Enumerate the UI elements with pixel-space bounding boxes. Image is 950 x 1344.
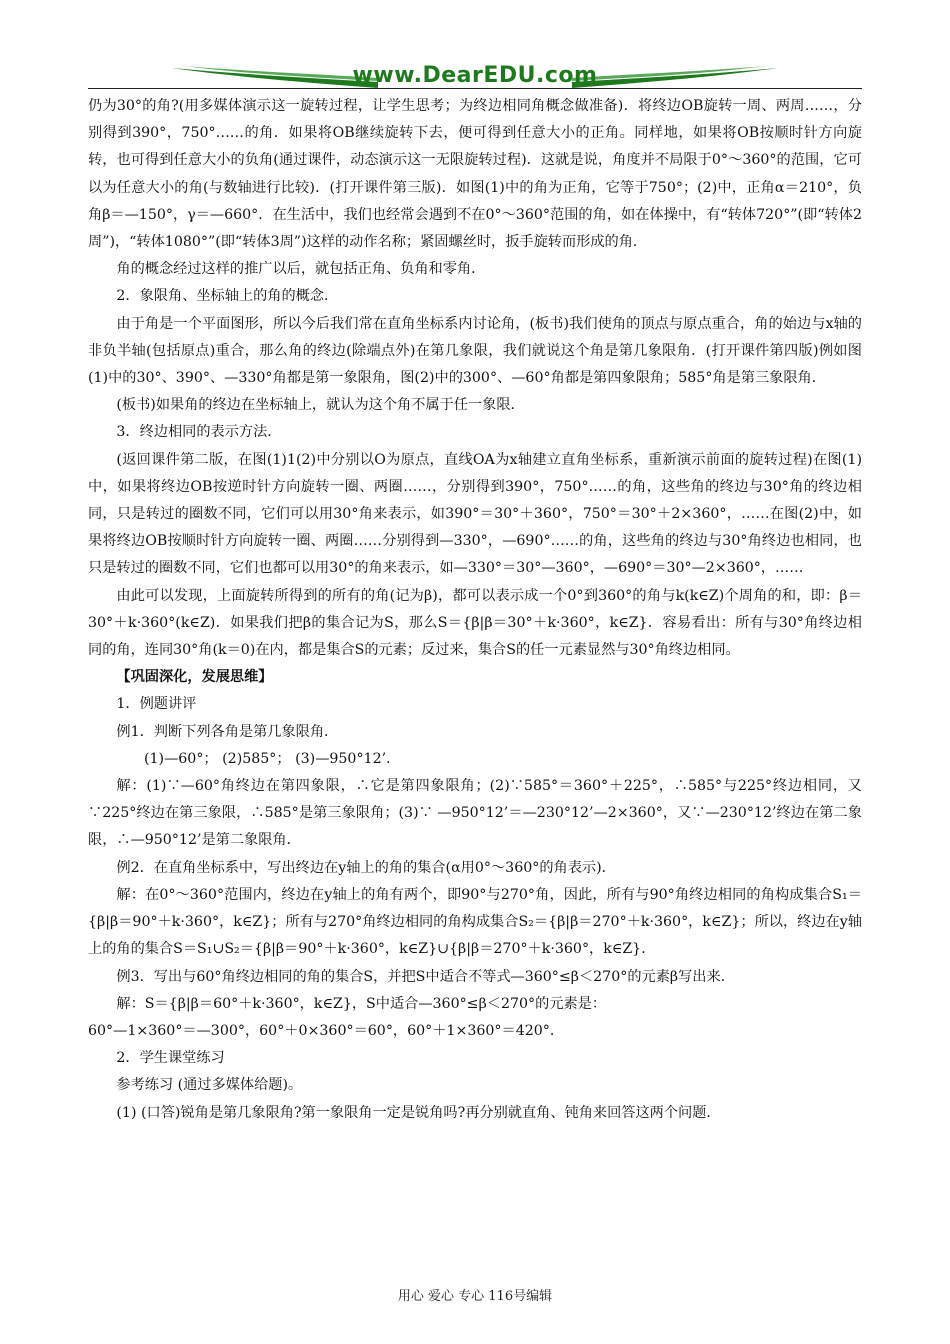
example-1-items: (1)—60°； (2)585°； (3)—950°12’． bbox=[144, 750, 401, 767]
paragraph-angle-generalization: 角的概念经过这样的推广以后，就包括正角、负角和零角． bbox=[116, 261, 486, 278]
section-heading-coterminal: 3．终边相同的表示方法． bbox=[116, 424, 282, 441]
example-3-solution: 解：S＝{β|β＝60°＋k·360°，k∈Z}，S中适合—360°≤β＜270°的元素是： bbox=[116, 995, 607, 1012]
example-3-solution-values: 60°—1×360°＝—300°，60°＋0×360°＝60°，60°＋1×360°＝420°． bbox=[88, 1022, 565, 1039]
section-heading-quadrant-angle: 2．象限角、坐标轴上的角的概念． bbox=[116, 288, 339, 305]
example-3-question: 例3．写出与60°角终边相同的角的集合S，并把S中适合不等式—360°≤β＜270°的元素β写出来． bbox=[116, 968, 735, 985]
section-heading-examples: 1．例题讲评 bbox=[116, 696, 197, 713]
document-body bbox=[88, 93, 862, 1127]
paragraph-coterminal-set: 由此可以发现，上面旋转所得到的所有的角(记为β)，都可以表示成一个0°到360°的角与k(k∈Z)个周角的和，即：β＝30°＋k·360°(k∈Z)．如果我们把β的集合记为S，那么S＝{β|β＝30°＋k·360°，k∈Z}．容易看出：所有与30°角终边相同的角，连同30°角(k＝0)在内，都是集合S的元素；反过来，集合S的任一元素显然与30°角终边相同。 bbox=[88, 587, 862, 659]
example-1-solution: 解：(1)∵—60°角终边在第四象限，∴它是第四象限角；(2)∵585°＝360°＋225°，∴585°与225°终边相同，又∵225°终边在第三象限，∴585°是第三象限角；(3)∵ —950°12’＝—230°12’—2×360°，又∵—230°12’终边在第二象限，∴—950°12’是第二象限角． bbox=[88, 778, 862, 849]
paragraph-axis-angle: (板书)如果角的终边在坐标轴上，就认为这个角不属于任一象限． bbox=[116, 397, 525, 414]
example-2-question: 例2．在直角坐标系中，写出终边在y轴上的角的集合(α用0°～360°的角表示)． bbox=[116, 859, 616, 876]
page-footer: 用心 爱心 专心 116号编辑 bbox=[397, 1289, 553, 1304]
practice-intro: 参考练习 (通过多媒体给题)。 bbox=[116, 1077, 303, 1094]
example-1-question: 例1．判断下列各角是第几象限角． bbox=[116, 723, 339, 740]
site-logo[interactable]: www.DearEDU.com bbox=[352, 63, 598, 88]
practice-question-1: (1) (口答)锐角是第几象限角?第一象限角一定是锐角吗?再分别就直角、钝角来回答这两个问题． bbox=[116, 1104, 721, 1121]
paragraph-coterminal-demo: (返回课件第二版，在图(1)1(2)中分别以O为原点，直线OA为x轴建立直角坐标系，重新演示前面的旋转过程)在图(1)中，如果将终边OB按逆时针方向旋转一圈、两圈……，分别得到390°，750°……的角，这些角的终边与30°角的终边相同，只是转过的圈数不同，它们可以用30°角来表示，如390°＝30°＋360°，750°＝30°＋2×360°，……在图(2)中，如果将终边OB按顺时针方向旋转一圈、两圈……分别得到—330°，—690°……的角，这些角的终边与30°角终边也相同，也只是转过的圈数不同，它们也都可以用30°的角来表示，如—330°＝30°—360°，—690°＝30°—2×360°，…… bbox=[88, 451, 862, 577]
section-heading-practice: 2．学生课堂练习 bbox=[116, 1050, 225, 1067]
example-2-solution: 解：在0°～360°范围内，终边在y轴上的角有两个，即90°与270°角，因此，所有与90°角终边相同的角构成集合S₁＝{β|β＝90°＋k·360°，k∈Z}；所有与270°角终边相同的角构成集合S₂＝{β|β＝270°＋k·360°，k∈Z}；所以，终边在y轴上的角的集合S＝S₁∪S₂＝{β|β＝90°＋k·360°，k∈Z}∪{β|β＝270°＋k·360°，k∈Z}． bbox=[88, 886, 862, 958]
paragraph-quadrant-definition: 由于角是一个平面图形，所以今后我们常在直角坐标系内讨论角，(板书)我们使角的顶点与原点重合，角的始边与x轴的非负半轴(包括原点)重合，那么角的终边(除端点外)在第几象限，我们就说这个角是第几象限角．(打开课件第四版)例如图(1)中的30°、390°、—330°角都是第一象限角，图(2)中的300°、—60°角都是第四象限角；585°角是第三象限角． bbox=[88, 315, 862, 387]
header-rule bbox=[88, 88, 862, 89]
section-heading-consolidation: 【巩固深化，发展思维】 bbox=[116, 669, 273, 686]
paragraph-intro-rotation: 仍为30°的角?(用多媒体演示这一旋转过程，让学生思考；为终边相同角概念做准备)．将终边OB旋转一周、两周……，分别得到390°，750°……的角．如果将OB继续旋转下去，便可得到任意大小的正角。同样地，如果将OB按顺时针方向旋转，也可得到任意大小的负角(通过课件，动态演示这一无限旋转过程)．这就是说，角度并不局限于0°～360°的范围，它可以为任意大小的角(与数轴进行比较)．(打开课件第三版)．如图(1)中的角为正角，它等于750°；(2)中，正角α＝210°，负角β＝—150°，γ＝—660°．在生活中，我们也经常会遇到不在0°～360°范围的角，如在体操中，有“转体720°”(即“转体2周”)，“转体1080°”(即“转体3周”)这样的动作名称；紧固螺丝时，扳手旋转而形成的角． bbox=[88, 98, 862, 251]
